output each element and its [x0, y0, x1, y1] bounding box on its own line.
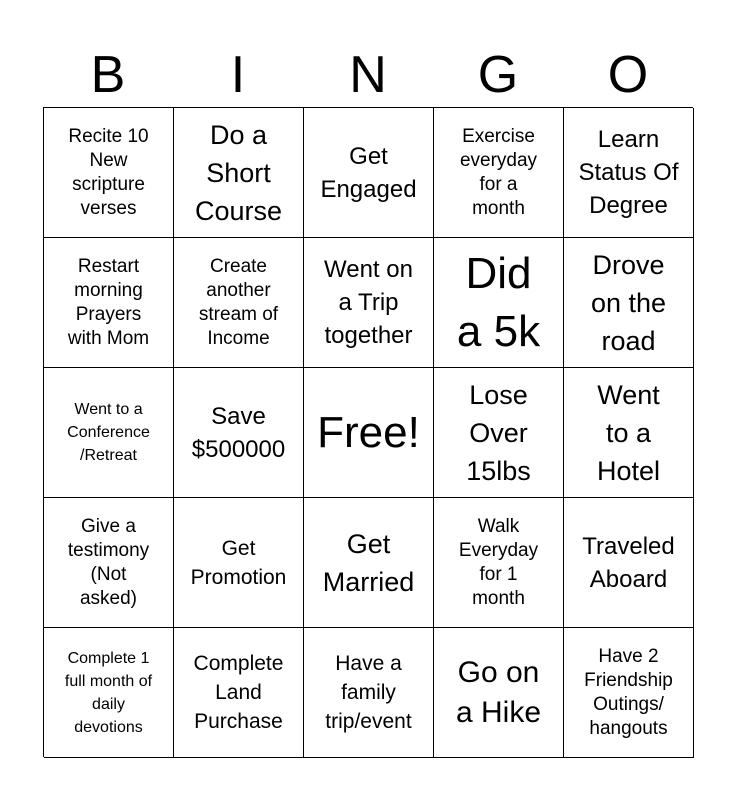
bingo-cell[interactable]	[174, 108, 304, 238]
cell-text: Create another stream of Income	[198, 255, 279, 349]
bingo-cell[interactable]	[304, 238, 434, 368]
cell-text: Went to a Conference /Retreat	[67, 401, 150, 464]
cell-text: Walk Everyday for 1 month	[458, 515, 539, 609]
cell-text: Lose Over 15lbs	[466, 379, 531, 486]
cell-text: Went to a Hotel	[596, 379, 661, 486]
bingo-cell[interactable]	[44, 498, 174, 628]
bingo-cell[interactable]	[434, 238, 564, 368]
bingo-cell[interactable]	[174, 628, 304, 758]
bingo-cell[interactable]	[44, 108, 174, 238]
cell-text: Recite 10 New scripture verses	[68, 125, 149, 219]
bingo-cell[interactable]	[564, 238, 694, 368]
cell-text: Complete Land Purchase	[193, 652, 284, 733]
cell-text: Went on a Trip together	[324, 256, 413, 349]
bingo-cell[interactable]	[174, 368, 304, 498]
bingo-grid	[43, 107, 693, 757]
cell-text: Have a family trip/event	[325, 652, 412, 733]
cell-text: Traveled Aboard	[582, 532, 675, 593]
header-letter-g: G	[477, 46, 519, 104]
bingo-cell[interactable]	[174, 238, 304, 368]
cell-text: Complete 1 full month of daily devotions	[64, 649, 153, 736]
cell-text: Did a 5k	[456, 248, 541, 356]
bingo-cell[interactable]	[434, 628, 564, 758]
cell-text: Restart morning Prayers with Mom	[67, 255, 150, 349]
bingo-cell[interactable]	[564, 108, 694, 238]
cell-text: Free!	[317, 407, 420, 457]
bingo-cell[interactable]	[304, 628, 434, 758]
bingo-cell[interactable]	[44, 238, 174, 368]
cell-text: Give a testimony (Not asked)	[67, 515, 150, 609]
header-letter-i: I	[230, 46, 246, 104]
header-letter-o: O	[607, 46, 649, 104]
bingo-cell[interactable]	[434, 498, 564, 628]
bingo-cell[interactable]	[434, 108, 564, 238]
bingo-cell[interactable]	[174, 498, 304, 628]
bingo-cell[interactable]	[44, 628, 174, 758]
cell-text: Get Promotion	[190, 536, 287, 589]
header-letter-b: B	[90, 46, 126, 104]
bingo-cell[interactable]	[564, 498, 694, 628]
cell-text: Exercise everyday for a month	[459, 125, 538, 219]
bingo-header	[43, 44, 693, 106]
bingo-cell[interactable]	[564, 368, 694, 498]
cell-text: Learn Status Of Degree	[578, 126, 679, 219]
cell-text: Get Married	[322, 528, 415, 597]
cell-text: Go on a Hike	[455, 655, 542, 729]
free-space-cell[interactable]	[304, 368, 434, 498]
cell-text: Save $500000	[191, 402, 286, 463]
cell-text: Get Engaged	[320, 142, 417, 203]
bingo-cell[interactable]	[304, 498, 434, 628]
cell-text: Do a Short Course	[194, 119, 283, 226]
cell-text: Drove on the road	[590, 249, 667, 356]
bingo-cell[interactable]	[44, 368, 174, 498]
bingo-cell[interactable]	[434, 368, 564, 498]
bingo-cell[interactable]	[564, 628, 694, 758]
cell-text: Have 2 Friendship Outings/ hangouts	[584, 645, 673, 739]
header-letter-n: N	[349, 46, 387, 104]
bingo-cell[interactable]	[304, 108, 434, 238]
